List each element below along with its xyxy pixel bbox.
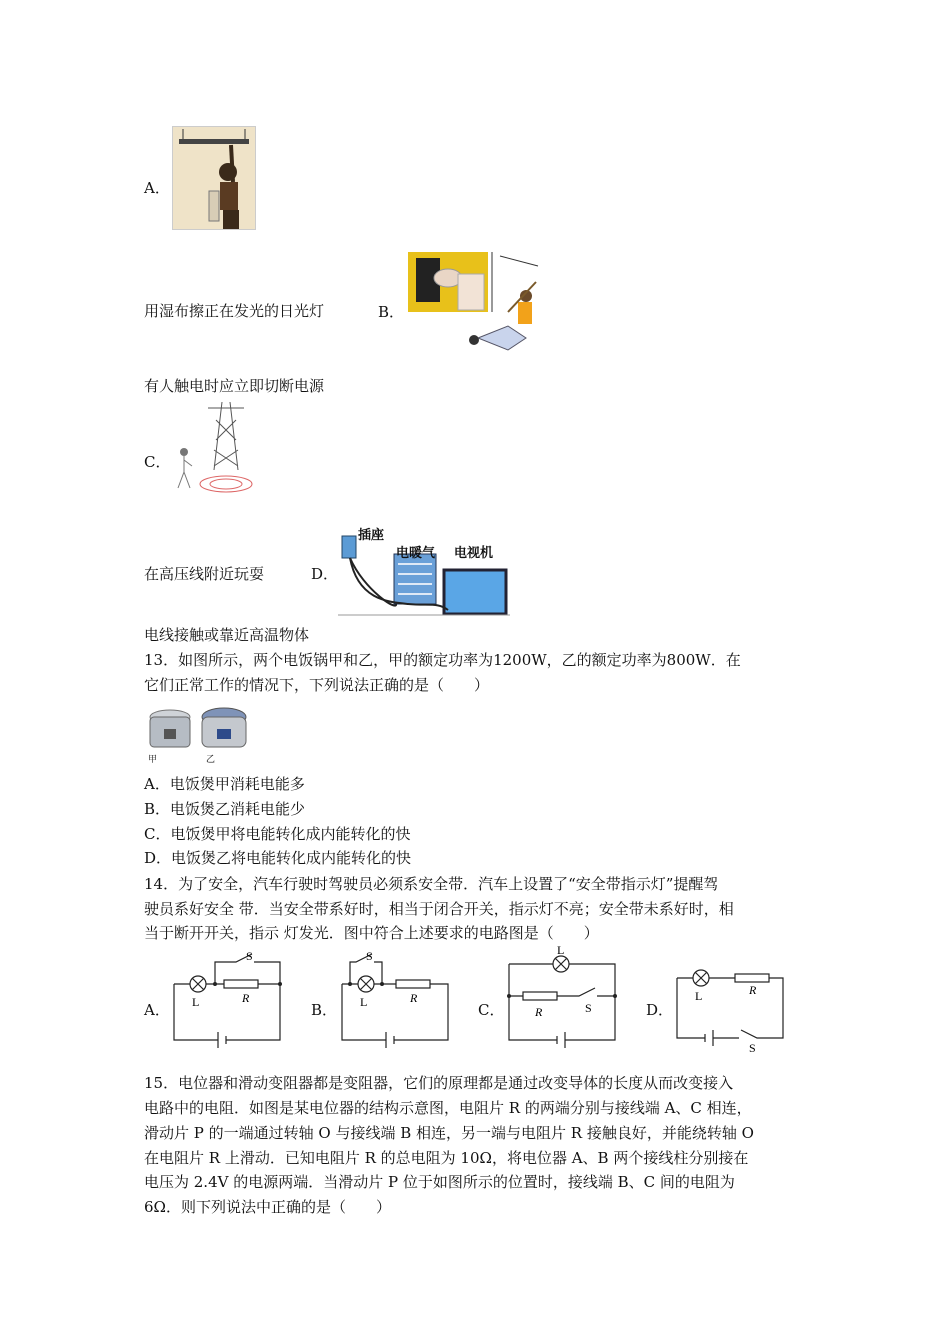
q14-line-2: 驶员系好安全 带．当安全带系好时，相当于闭合开关，指示灯不亮；安全带未系好时，相	[144, 900, 734, 918]
switch-label: S	[749, 1041, 756, 1052]
option-c-letter: C．	[144, 453, 171, 471]
q13-option-a: A．电饭煲甲消耗电能多	[144, 775, 305, 793]
resistor-label: R	[749, 983, 757, 997]
rice-cookers-image	[144, 703, 252, 765]
cut-power-image	[408, 252, 540, 356]
circuit-d-diagram	[673, 960, 789, 1052]
circuit-c-diagram	[505, 944, 621, 1050]
q15-line-4: 在电阻片 R 上滑动．已知电阻片 R 的总电阻为 10Ω，将电位器 A、B 两个接线柱分别接在	[144, 1149, 749, 1167]
lamp-label: L	[192, 995, 200, 1009]
q13-line-1: 13．如图所示，两个电饭锅甲和乙，甲的额定功率为1200W，乙的额定功率为800W．在	[144, 651, 741, 669]
circuit-c-letter: C．	[478, 1001, 505, 1019]
option-c-caption: 在高压线附近玩耍	[144, 565, 265, 583]
q13-option-c: C．电饭煲甲将电能转化成内能转化的快	[144, 825, 411, 843]
q14-line-1: 14．为了安全，汽车行驶时驾驶员必须系安全带．汽车上设置了“安全带指示灯”提醒驾	[144, 875, 719, 893]
option-d-letter: D．	[311, 565, 339, 583]
option-a-letter: A．	[144, 179, 170, 197]
switch-label: S	[585, 1001, 592, 1015]
lamp-label: L	[695, 989, 703, 1003]
option-d-caption: 电线接触或靠近高温物体	[144, 626, 310, 644]
option-b-letter: B．	[378, 303, 405, 321]
switch-label: S	[246, 949, 253, 963]
cooker-jia-label: 甲	[148, 755, 158, 765]
resistor-label: R	[535, 1005, 543, 1019]
heater-tv-image	[338, 520, 510, 616]
cooker-yi-label: 乙	[206, 755, 216, 765]
wet-cloth-lamp-image	[172, 126, 256, 230]
socket-label: 插座	[358, 528, 385, 543]
q15-line-2: 电路中的电阻．如图是某电位器的结构示意图，电阻片 R 的两端分别与接线端 A、C 相连，	[144, 1099, 752, 1117]
tv-label: 电视机	[454, 546, 494, 561]
circuit-a-letter: A．	[144, 1001, 170, 1019]
q13-option-d: D．电饭煲乙将电能转化成内能转化的快	[144, 849, 412, 867]
heater-label: 电暖气	[396, 546, 436, 561]
q15-line-3: 滑动片 P 的一端通过转轴 O 与接线端 B 相连，另一端与电阻片 R 接触良好，并能绕转轴 O	[144, 1124, 754, 1142]
lamp-label: L	[360, 995, 368, 1009]
circuit-a-diagram	[170, 948, 286, 1050]
q15-line-5: 电压为 2.4V 的电源两端．当滑动片 P 位于如图所示的位置时，接线端 B、C 间的电阻为	[144, 1173, 735, 1191]
resistor-label: R	[410, 991, 418, 1005]
circuit-b-letter: B．	[311, 1001, 338, 1019]
circuit-d-letter: D．	[646, 1001, 674, 1019]
resistor-label: R	[242, 991, 250, 1005]
high-voltage-tower-image	[170, 400, 256, 496]
q15-line-6: 6Ω．则下列说法中正确的是（ ）	[144, 1198, 391, 1216]
switch-label: S	[366, 949, 373, 963]
q15-line-1: 15．电位器和滑动变阻器都是变阻器，它们的原理都是通过改变导体的长度从而改变接入	[144, 1074, 734, 1092]
q13-option-b: B．电饭煲乙消耗电能少	[144, 800, 306, 818]
lamp-label: L	[557, 944, 565, 957]
q14-line-3: 当于断开开关，指示 灯发光．图中符合上述要求的电路图是（ ）	[144, 924, 599, 942]
option-a-caption: 用湿布擦正在发光的日光灯	[144, 302, 325, 320]
option-b-caption: 有人触电时应立即切断电源	[144, 377, 325, 395]
q13-line-2: 它们正常工作的情况下，下列说法正确的是（ ）	[144, 676, 490, 694]
circuit-b-diagram	[338, 948, 454, 1050]
